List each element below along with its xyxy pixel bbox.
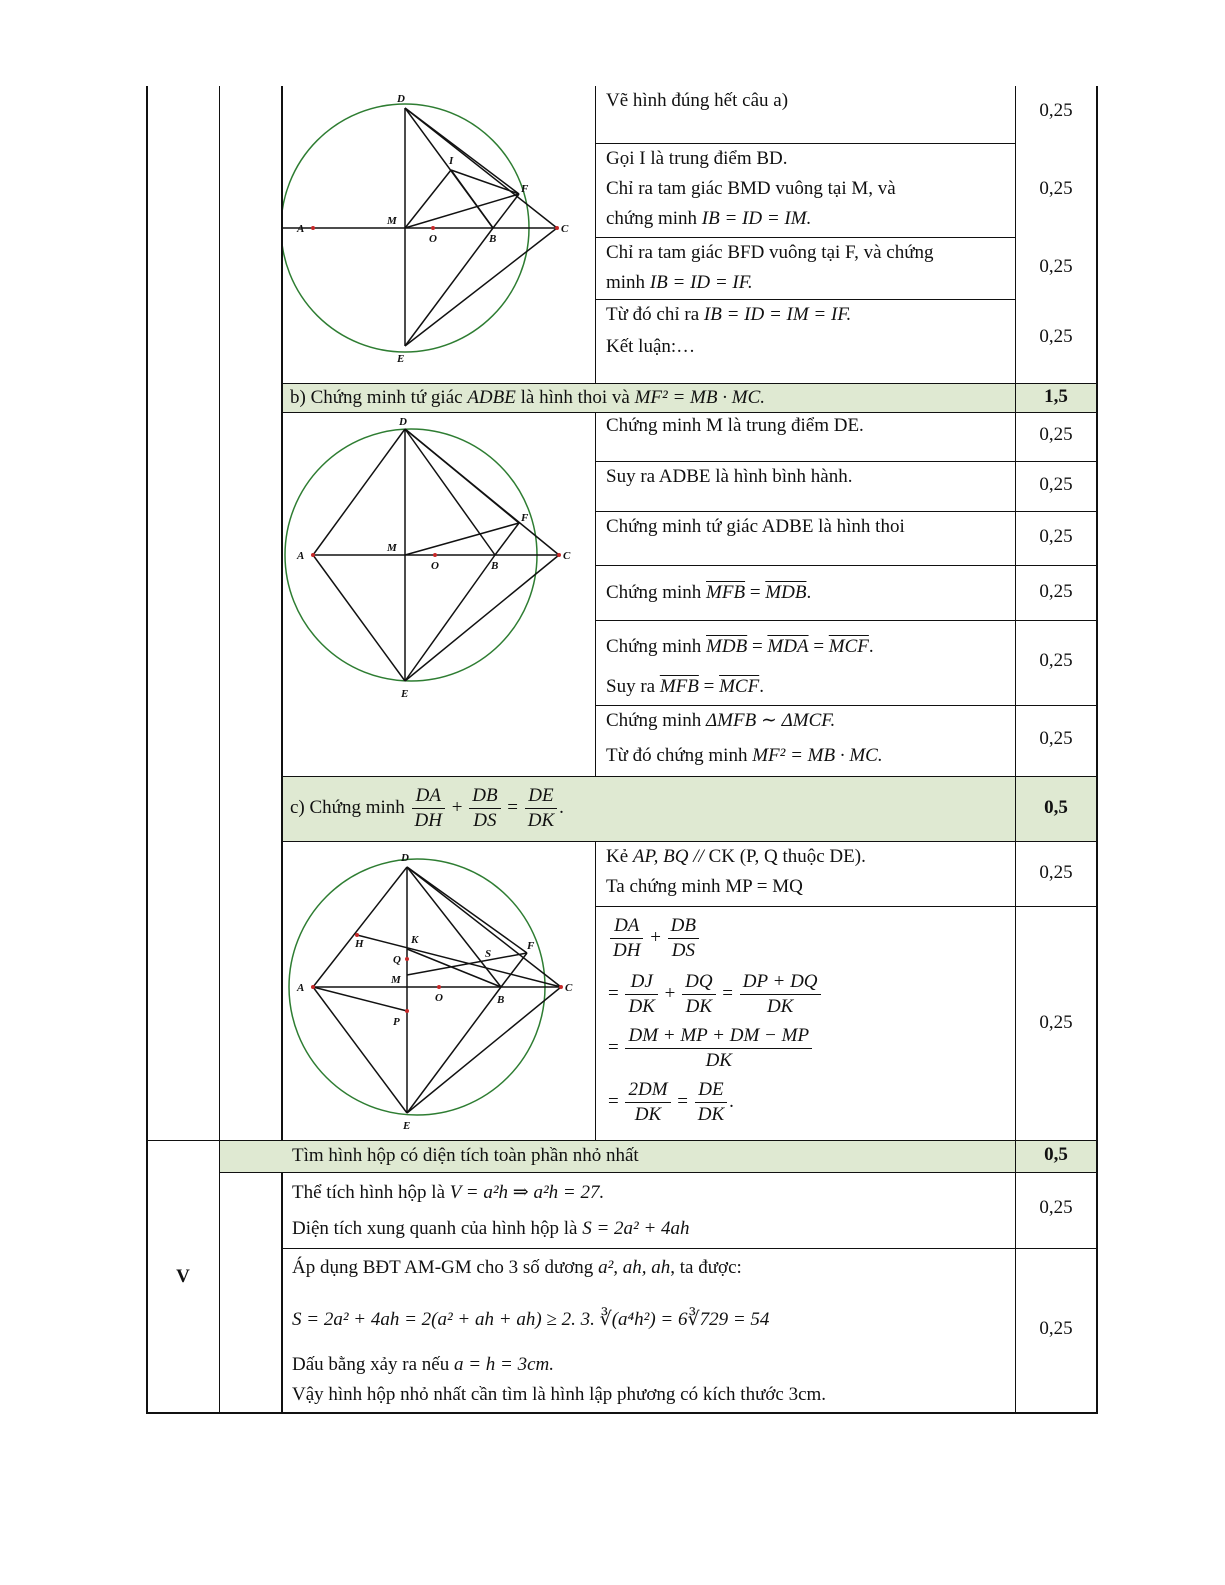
label-O: O xyxy=(429,233,437,245)
label-O: O xyxy=(431,560,439,572)
b-header: b) Chứng minh tứ giác ADBE là hình thoi và MF² = MB · MC. xyxy=(290,387,765,408)
v-row2-score: 0,25 xyxy=(1039,1318,1073,1339)
label-C: C xyxy=(565,982,573,994)
a-row1-text: Vẽ hình đúng hết câu a) xyxy=(606,90,789,111)
a-row1-score: 0,25 xyxy=(1039,100,1073,121)
label-D: D xyxy=(399,416,407,428)
label-K: K xyxy=(411,934,419,946)
label-A: A xyxy=(297,982,305,994)
b-row2-text: Suy ra ADBE là hình bình hành. xyxy=(606,466,853,487)
v-header: Tìm hình hộp có diện tích toàn phần nhỏ nhất xyxy=(292,1145,639,1166)
c-row2-step3: = $\frac{DM + MP + DM - MP}{DK}$ xyxy=(608,1024,814,1073)
label-I: I xyxy=(449,155,454,167)
c-row1-line1: Kẻ AP, BQ // CK (P, Q thuộc DE). xyxy=(606,846,866,867)
label-F: F xyxy=(521,512,529,524)
b-row1-score: 0,25 xyxy=(1039,424,1073,445)
b-row6-line1: Chứng minh ΔMFB ∼ ΔMCF. xyxy=(606,710,836,731)
v-row2-line4: Vậy hình hộp nhỏ nhất cần tìm là hình lập phương có kích thước 3cm. xyxy=(292,1384,827,1405)
a-row2-line3: chứng minh IB = ID = IM. xyxy=(606,208,812,229)
section-v-label: V xyxy=(176,1266,190,1287)
v-row1-score: 0,25 xyxy=(1039,1197,1073,1218)
c-row1-line2: Ta chứng minh MP = MQ xyxy=(606,876,803,897)
label-C: C xyxy=(563,550,571,562)
label-E: E xyxy=(401,688,409,700)
v-row1-line2: Diện tích xung quanh của hình hộp là S = 2a² + 4ah xyxy=(292,1218,690,1239)
label-O: O xyxy=(435,992,443,1004)
label-H: H xyxy=(355,938,364,950)
b-row6-line2: Từ đó chứng minh MF² = MB · MC. xyxy=(606,745,883,766)
b-row3-score: 0,25 xyxy=(1039,526,1073,547)
c-header: c) Chứng minh $\frac{DA}{DH}$ + $\frac{DB}{DS}$ = $\frac{DE}{DK}$ . xyxy=(290,785,564,832)
label-A: A xyxy=(297,550,305,562)
b-row3-text: Chứng minh tứ giác ADBE là hình thoi xyxy=(606,516,905,537)
label-F: F xyxy=(527,940,535,952)
c-header-score: 0,5 xyxy=(1044,797,1068,818)
b-header-score: 1,5 xyxy=(1044,386,1068,407)
label-A: A xyxy=(297,223,305,235)
a-row4-line2: Kết luận:… xyxy=(606,336,696,357)
figure-part-c xyxy=(283,845,593,1137)
label-D: D xyxy=(401,852,409,864)
label-E: E xyxy=(397,353,405,365)
label-E: E xyxy=(403,1120,411,1132)
label-S: S xyxy=(485,948,492,960)
label-C: C xyxy=(561,223,569,235)
label-M: M xyxy=(387,215,397,227)
label-F: F xyxy=(521,183,529,195)
a-row2-score: 0,25 xyxy=(1039,178,1073,199)
c-row2-score: 0,25 xyxy=(1039,1012,1073,1033)
b-row1-text: Chứng minh M là trung điểm DE. xyxy=(606,415,864,436)
b-row5-line2: Suy ra $\overline{MFB} = \overline{MCF}$. xyxy=(606,676,764,697)
c-row1-score: 0,25 xyxy=(1039,862,1073,883)
b-row6-score: 0,25 xyxy=(1039,728,1073,749)
v-row1-line1: Thể tích hình hộp là V = a²h ⇒ a²h = 27. xyxy=(292,1182,605,1203)
b-row4-text: Chứng minh $\overline{MFB} = \overline{MDB}$. xyxy=(606,582,812,603)
b-row2-score: 0,25 xyxy=(1039,474,1073,495)
label-P: P xyxy=(393,1016,400,1028)
a-row3-line1: Chỉ ra tam giác BFD vuông tại F, và chứng xyxy=(606,242,934,263)
c-row2-step2: = $\frac{DJ}{DK}$ + $\frac{DQ}{DK}$ = $\frac{DP + DQ}{DK}$ xyxy=(608,970,823,1019)
a-row4-line1: Từ đó chỉ ra IB = ID = IM = IF. xyxy=(606,304,852,325)
b-row5-score: 0,25 xyxy=(1039,650,1073,671)
a-row3-score: 0,25 xyxy=(1039,256,1073,277)
figure-part-b xyxy=(283,415,593,705)
label-M: M xyxy=(391,974,401,986)
label-M: M xyxy=(387,542,397,554)
a-row3-line2: minh IB = ID = IF. xyxy=(606,272,753,293)
b-row4-score: 0,25 xyxy=(1039,581,1073,602)
v-row2-line1: Áp dụng BĐT AM-GM cho 3 số dương a², ah, ah, ta được: xyxy=(292,1257,742,1278)
label-B: B xyxy=(491,560,499,572)
v-header-score: 0,5 xyxy=(1044,1144,1068,1165)
figure-part-a xyxy=(283,88,593,382)
c-row2-step1: $\frac{DA}{DH}$ + $\frac{DB}{DS}$ xyxy=(608,914,701,963)
label-Q: Q xyxy=(393,954,401,966)
b-row5-line1: Chứng minh $\overline{MDB} = \overline{MDA} = \overline{MCF}$. xyxy=(606,636,874,657)
a-row2-line1: Gọi I là trung điểm BD. xyxy=(606,148,788,169)
c-row2-step4: = $\frac{2DM}{DK}$ = $\frac{DE}{DK}$ . xyxy=(608,1079,734,1125)
label-B: B xyxy=(489,233,497,245)
a-row2-line2: Chỉ ra tam giác BMD vuông tại M, và xyxy=(606,178,896,199)
a-row4-score: 0,25 xyxy=(1039,326,1073,347)
label-B: B xyxy=(497,994,505,1006)
v-row2-line2: S = 2a² + 4ah = 2(a² + ah + ah) ≥ 2. 3. ∛(a⁴h²) = 6∛729 = 54 xyxy=(292,1309,770,1330)
v-row2-line3: Dấu bằng xảy ra nếu a = h = 3cm. xyxy=(292,1354,555,1375)
label-D: D xyxy=(397,93,405,105)
